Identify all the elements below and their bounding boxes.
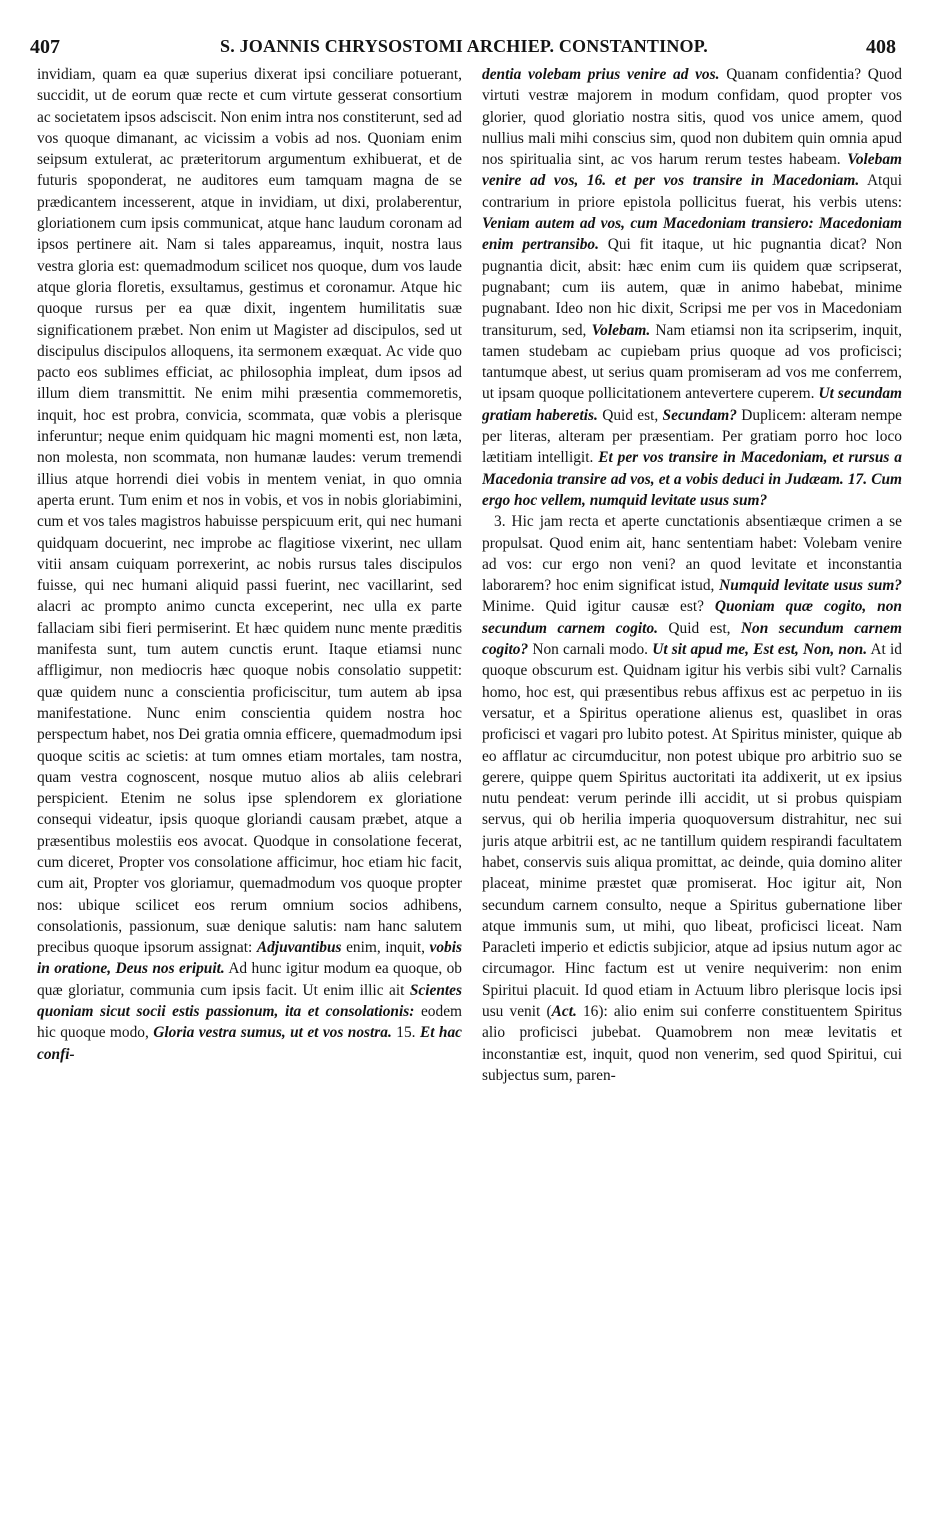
paragraph <box>482 64 902 511</box>
scripture-quote: Gloria vestra sumus, ut et vos nostra. <box>153 1024 392 1042</box>
text-run: Quid est, <box>668 619 731 637</box>
text-run: 16): alio enim sui conferre constituentem Spiritus alio proficisci jubebat. Quamobrem non meæ levitatis et inconstantiæ est, inquit, quod non venerim, sed quod Spiritui, cui subjectus sum, paren- <box>482 1003 902 1084</box>
text-run: Non carnali modo. <box>532 641 649 659</box>
text-run: invidiam, quam ea quæ superius dixerat ipsi conciliare potuerant, succidit, ut de eorum quæ recte et cum virtute gesserat consortium ac societatem ipsos adsciscit. Non enim intra nos constiterunt, sed ad vos quoque dimanant, ac vicissim a vobis ad nos. Quoniam enim seipsum extulerat, ac præteritorum argumentum exhibuerat, et de futuris spoponderat, ne auditores eum tamquam magna de se prædicantem incesserent, atque in invidiam, ut dixi, prolaberentur, gloriationem cum ipsis communicat, atque hanc laudum coronam ad ipsos pertinere ait. Nam si tales appareamus, inquit, nostra laus vestra gloria est: quemadmodum scilicet nos quoque, dum vos laude atque gloria floretis, exsultamus, gestimus et coronamur. Atque hic quoque rursus per ea quæ dixit, ingentem humilitatis suæ significationem præbet. Non enim ut Magister ad discipulos, sed ut discipulus discipulos alloquens, ita sermonem exæquat. Ac vide quo pacto eos sublimes efficiat, ac philosophia impleat, dum ipsos ad illum diem transmittit. Ne enim mihi præsentia commemoretis, inquit, hoc est probra, convicia, scommata, quæ vobis a plerisque inferuntur; neque enim quidquam hic magni momenti est, non læta, non molesta, non scommata, non humanæ laudes: verum tremendi illius atque horrendi diei vobis in mentem veniat, in quo omnia aperta erunt. Tum enim et nos in vobis, et vos in nobis gloriabimini, cum et vos tales magistros habuisse perspicuum erit, qui nec humani quidquam docuerint, nec improbe ac flagitiose vixerint, nec ullam vitii ansam cuiquam porrexerint, ac nobis rursus tales discipulos fuisse, qui nec humani aliquid passi fuerint, nec vacillarint, sed alacri ac prompto animo cuncta exceperint, nec ulla ex parte fallaciam sibi fieri permiserint. Et hæc quidem nunc mente præditis manifesta sunt, tum autem cunctis erunt. Itaque etiamsi nunc affligimur, non mediocris hæc quoque nobis consolatio suppetit: quæ quidem nunc a conscientia proficiscitur, tum autem ab ipsa manifestatione. Nunc enim conscientia quidem nostra hoc perspectum habet, nos Dei gratia omnia efficere, quemadmodum ipsi quoque scitis ac scietis: at tum omnes etiam mortales, tam nostra, quam vestra cognoscent, nosque mutuo alios ab aliis celebrari perspicient. Etenim ne solus ipse splendorem ex gloriatione consequi videatur, ipsis quoque gloriandi causam præbet, atque a præsentibus molestiis eos avocat. Quodque in consolatione fecerat, cum diceret, Propter vos consolatione afficimur, hoc etiam hic facit, cum ait, Propter vos gloriamur, quemadmodum vos quoque propter nos: ubique scilicet eos rerum omnium socios adhibens, consolationis, passionum, suæ denique salutis: nam hanc salutem precibus quoque ipsorum assignat: <box>37 66 462 957</box>
text-run: Minime. Quid igitur causæ est? <box>482 598 704 616</box>
scripture-quote: Ut sit apud me, Est est, Non, non. <box>652 641 868 659</box>
scripture-quote: Volebam venire ad vos, 16. et per vos transire in Macedoniam. <box>482 151 902 190</box>
text-run: Atqui contrarium in priore epistola pollicitus fuerat, his verbis utens: <box>482 172 902 211</box>
scripture-quote: Ut secundam gratiam haberetis. <box>482 385 902 424</box>
verse-number: 15. <box>396 1024 416 1042</box>
scripture-quote: Volebam. <box>591 321 651 339</box>
page-header <box>30 34 896 64</box>
text-run: Quanam confidentia? Quod virtuti vestræ majorem in modum confidam, quod propter vos glorier, quod gloriatio nostra sitis, quod vos unice amem, quod nullius mali mihi conscius sim, quod non dubitem quin omnia apud nos spiritualia sint, ac vos harum rerum testes habeam. <box>482 66 902 169</box>
page-number-left: 407 <box>30 36 60 58</box>
scripture-quote: Numquid levitate usus sum? <box>719 577 902 595</box>
page-number-right: 408 <box>866 36 896 58</box>
text-run: 3. Hic jam recta et aperte cunctationis absentiæque crimen a se propulsat. Quod enim ait, hanc sententiam habet: Volebam venire ad vos: cur ergo non veni? an quod levitate et inconstantia laborarem? hoc enim significat istud, <box>482 513 902 595</box>
text-run: At id quoque obscurum est. Quidnam igitur his verbis sibi vult? Carnalis homo, hoc est, qui præsentibus rebus affixus est ac perpetuo in iis versatur, et a Spiritus operatione alienus est, quaslibet in oras proficisci et vagari pro lubito potest. At Spiritus minister, quique ab eo afflatur ac circumducitur, non potest ubique pro arbitrio suo se gerere, quippe quem Spiritus auctoritati ita addixerit, ut ex ipsius nutu pendeat: verum perinde illi accidit, ut si probus quispiam servus, qui ob herilia imperia quoquoversum distrahitur, nec sui juris atque arbitrii est, ac ne tantillum quidem respirandi facultatem habet, conservis suis aliqua promittat, ac deinde, quia domino aliter placeat, minime præstet quæ promiserat. Hoc igitur ait, Non secundum carnem consulto, neque a Spiritus gubernatione liber atque immunis sum, ut mihi, quo libeat, proficisci liceat. Nam Paracleti imperio et edictis subjicior, atque ad ipsius nutum agor ac circumagor. Hinc factum est ut venire nequiverim: non enim Spiritui placuit. Id quod etiam in Actuum libro plerisque locis ipsi usu venit ( <box>482 641 902 1021</box>
text-run: Ad hunc igitur modum ea quoque, ob quæ gloriatur, communia cum ipsis facit. Ut enim illic ait <box>37 960 462 999</box>
scripture-quote: Et per vos transire in Macedoniam, et rursus a Macedonia transire ad vos, et a vobis deduci in Judæam. 17. Cum ergo hoc vellem, numquid levitate usus sum? <box>482 449 902 509</box>
text-run: Duplicem: alteram nempe per literas, alteram per præsentiam. Per gratiam porro hoc loco lætitiam intelligit. <box>482 406 902 467</box>
scripture-quote: vobis in oratione, Deus nos eripuit. <box>37 939 462 978</box>
scripture-quote: Secundam? <box>662 406 737 424</box>
paragraph <box>37 64 462 1065</box>
text-run: Qui fit itaque, ut hic pugnantia dicat? Non pugnantia dicit, absit: hæc enim cum iis quidem quæ scripserat, pugnabant; cum iis autem, quæ in animo habebat, minime pugnabant. Ideo non hic dixit, Scripsi me per vos in Macedoniam transiturum, sed, <box>482 236 902 339</box>
scripture-quote: Quoniam quæ cogito, non secundum carnem cogito. <box>482 598 902 637</box>
paragraph <box>482 511 902 1086</box>
scripture-quote: Et hac confi- <box>37 1024 462 1063</box>
right-column <box>482 64 902 1514</box>
left-column <box>37 64 462 1514</box>
scripture-quote: Scientes quoniam sicut socii estis passionum, ita et consolationis: <box>37 981 462 1021</box>
text-run: eodem hic quoque modo, <box>37 1003 462 1042</box>
running-title: S. JOANNIS CHRYSOSTOMI ARCHIEP. CONSTANTINOP. <box>220 36 708 56</box>
scripture-reference: Act. <box>551 1003 577 1021</box>
text-run: Quid est, <box>602 406 659 424</box>
text-run: Nam etiamsi non ita scripserim, inquit, tamen studebam ac cupiebam prius quoque ad vos proficisci; tantumque abest, ut serius quam promiseram ad vos me conferrem, ut ipsam quoque pollicitationem antevertere cuperem. <box>482 321 902 403</box>
scripture-quote: Adjuvantibus <box>256 939 342 957</box>
text-run: enim, inquit, <box>346 939 425 957</box>
scripture-quote: dentia volebam prius venire ad vos. <box>482 66 720 83</box>
scripture-quote: Veniam autem ad vos, cum Macedoniam transiero: Macedoniam enim pertransibo. <box>482 215 902 254</box>
scripture-quote: Non secundum carnem cogito? <box>482 619 902 659</box>
